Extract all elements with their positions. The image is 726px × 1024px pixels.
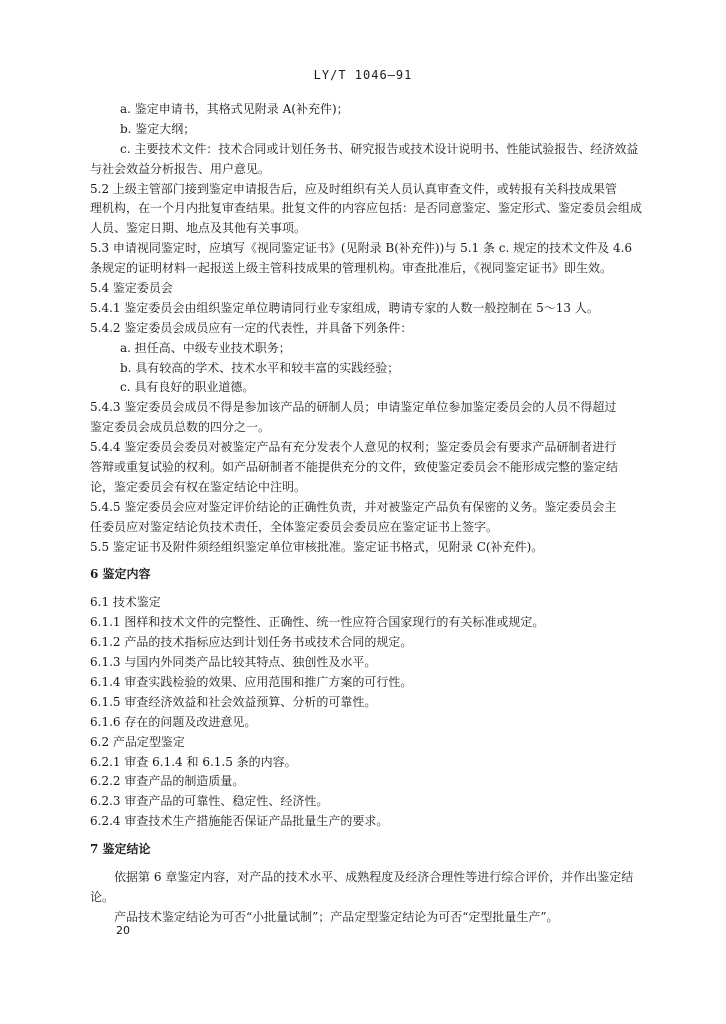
text-line: 5.5 鉴定证书及附件须经组织鉴定单位审核批准。鉴定证书格式，见附录 C(补充件)。 [90,539,544,554]
text-line: 5.4.4 鉴定委员会委员对被鉴定产品有充分发表个人意见的权利；鉴定委员会有要求产品研制者进行 [90,440,617,455]
text-line: 答辩或重复试验的权利。如产品研制者不能提供充分的文件，致使鉴定委员会不能形成完整的鉴定结 [90,460,619,475]
text-line: 6.1.1 图样和技术文件的完整性、正确性、统一性应符合国家现行的有关标准或规定。 [90,615,545,630]
text-line: 条规定的证明材料一起报送上级主管科技成果的管理机构。审查批准后，《视同鉴定证书》即生效。 [90,261,613,276]
text-line: 理机构，在一个月内批复审查结果。批复文件的内容应包括：是否同意鉴定、鉴定形式、鉴定委员会组成 [90,201,643,216]
text-line: 人员、鉴定日期、地点及其他有关事项。 [90,221,307,236]
spacer [90,585,660,593]
text-line: 产品技术鉴定结论为可否“小批量试制”；产品定型鉴定结论为可否“定型批量生产”。 [114,909,559,924]
text-line: 6.1.6 存在的问题及改进意见。 [90,714,257,729]
spacer [90,860,660,868]
text-line: a. 鉴定申请书，其格式见附录 A(补充件)； [120,102,349,116]
text-line: 5.4.3 鉴定委员会成员不得是参加该产品的研制人员；申请鉴定单位参加鉴定委员会的人员不得超过 [90,400,617,415]
text-line: b. 鉴定大纲； [120,121,196,136]
text-line: 依据第 6 章鉴定内容，对产品的技术水平、成熟程度及经济合理性等进行综合评价，并作出鉴定结 [114,869,634,884]
page-header: LY/T 1046—91 [313,68,413,82]
text-line: 5.4 鉴定委员会 [90,281,173,296]
text-line: 6.2.1 审查 6.1.4 和 6.1.5 条的内容。 [90,754,297,769]
text-line: 5.3 申请视同鉴定时，应填写《视同鉴定证书》(见附录 B(补充件))与 5.1 条 c. 规定的技术文件及 4.6 [90,241,633,256]
text-line: 任委员应对鉴定结论负技术责任，全体鉴定委员会委员应在鉴定证书上签字。 [90,519,499,534]
text-line: 5.4.2 鉴定委员会成员应有一定的代表性，并具备下列条件： [90,320,413,335]
text-line: 与社会效益分析报告、用户意见。 [90,161,271,176]
text-line: 论。 [90,889,115,904]
text-line: 5.4.1 鉴定委员会由组织鉴定单位聘请同行业专家组成，聘请专家的人数一般控制在 5～13 人。 [90,300,599,315]
section-heading: 7 鉴定结论 [90,842,151,857]
text-line: 6.1.2 产品的技术指标应达到计划任务书或技术合同的规定。 [90,635,413,650]
text-line: 论，鉴定委员会有权在鉴定结论中注明。 [90,479,307,494]
text-line: 5.4.5 鉴定委员会应对鉴定评价结论的正确性负责，并对被鉴定产品负有保密的义务。鉴定委员会主 [90,499,617,514]
text-line: 6.1.3 与国内外同类产品比较其特点、独创性及水平。 [90,655,377,670]
text-line: 6.1 技术鉴定 [90,595,161,610]
text-line: 鉴定委员会成员总数的四分之一。 [90,420,271,435]
document-body [90,100,660,928]
spacer [90,832,660,840]
text-line: 6.1.5 审查经济效益和社会效益预算、分析的可靠性。 [90,694,377,709]
text-line: 5.2 上级主管部门接到鉴定申请报告后，应及时组织有关人员认真审查文件，或转报有关科技成果管 [90,181,617,196]
text-line: c. 具有良好的职业道德。 [120,380,255,395]
page-number: 20 [116,924,130,937]
text-line: 6.1.4 审查实践检验的效果、应用范围和推广方案的可行性。 [90,674,413,689]
text-line: 6.2.4 审查技术生产措施能否保证产品批量生产的要求。 [90,814,389,829]
section-heading: 6 鉴定内容 [90,567,151,582]
text-line: c. 主要技术文件：技术合同或计划任务书、研究报告或技术设计说明书、性能试验报告、经济效益 [120,141,639,156]
text-line: 6.2.2 审查产品的制造质量。 [90,774,245,789]
text-line: b. 具有较高的学术、技术水平和较丰富的实践经验； [120,360,400,375]
text-line: a. 担任高、中级专业技术职务； [120,340,291,355]
text-line: 6.2 产品定型鉴定 [90,734,185,749]
text-line: 6.2.3 审查产品的可靠性、稳定性、经济性。 [90,794,329,809]
spacer [90,557,660,565]
